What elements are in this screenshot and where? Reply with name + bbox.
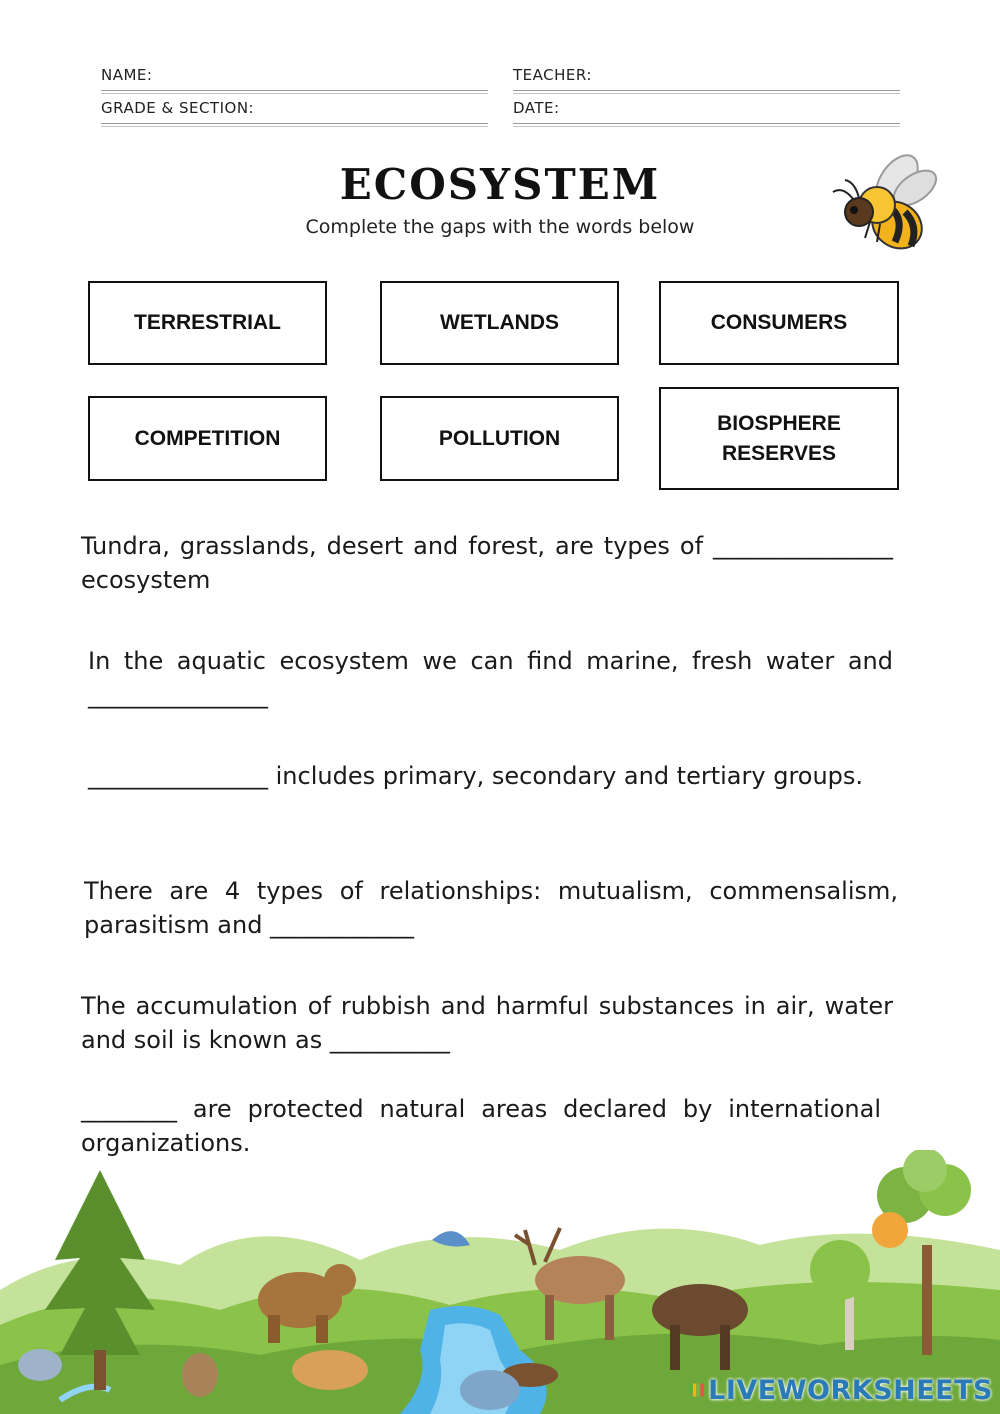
sentence-3[interactable]: _______________ includes primary, secondary and tertiary groups. bbox=[88, 762, 864, 790]
liveworksheets-watermark bbox=[693, 1372, 993, 1408]
grade-section-field[interactable] bbox=[101, 89, 488, 124]
page-title: ECOSYSTEM bbox=[339, 160, 661, 209]
liveworksheets-logo-icon bbox=[693, 1376, 704, 1404]
sentence-1[interactable]: Tundra, grasslands, desert and forest, are types of _______________ ecosystem bbox=[81, 532, 893, 594]
sentence-5[interactable]: The accumulation of rubbish and harmful substances in air, water and soil is known as __________ bbox=[81, 992, 893, 1054]
sentence-6[interactable]: ________ are protected natural areas declared by international organizations. bbox=[81, 1095, 881, 1157]
word-box-consumers bbox=[659, 281, 899, 365]
teacher-field[interactable] bbox=[513, 56, 900, 91]
word-box-competition bbox=[88, 396, 327, 481]
date-label: DATE: bbox=[513, 99, 560, 117]
word-box-biosphere-reserves bbox=[659, 387, 899, 490]
word-label: POLLUTION bbox=[438, 426, 561, 450]
bee-icon bbox=[825, 150, 940, 265]
sentence-4[interactable]: There are 4 types of relationships: mutualism, commensalism, parasitism and ____________ bbox=[84, 877, 898, 939]
word-box-pollution bbox=[380, 396, 619, 481]
word-box-wetlands bbox=[380, 281, 619, 365]
word-label: BIOSPHERE RESERVES bbox=[717, 411, 841, 465]
word-label: CONSUMERS bbox=[710, 311, 848, 334]
name-label: NAME: bbox=[101, 66, 153, 84]
date-field[interactable] bbox=[513, 89, 900, 124]
word-label: WETLANDS bbox=[440, 311, 559, 334]
watermark-text: LIVEWORKSHEETS bbox=[708, 1374, 993, 1406]
grade-section-label: GRADE & SECTION: bbox=[101, 99, 255, 117]
word-label: TERRESTRIAL bbox=[134, 311, 281, 334]
instructions: Complete the gaps with the words below bbox=[305, 216, 695, 238]
sentence-2[interactable]: In the aquatic ecosystem we can find marine, fresh water and _______________ bbox=[88, 647, 893, 709]
teacher-label: TEACHER: bbox=[513, 66, 592, 84]
word-box-terrestrial bbox=[88, 281, 327, 365]
name-field[interactable] bbox=[101, 56, 488, 91]
word-label: COMPETITION bbox=[134, 426, 281, 450]
